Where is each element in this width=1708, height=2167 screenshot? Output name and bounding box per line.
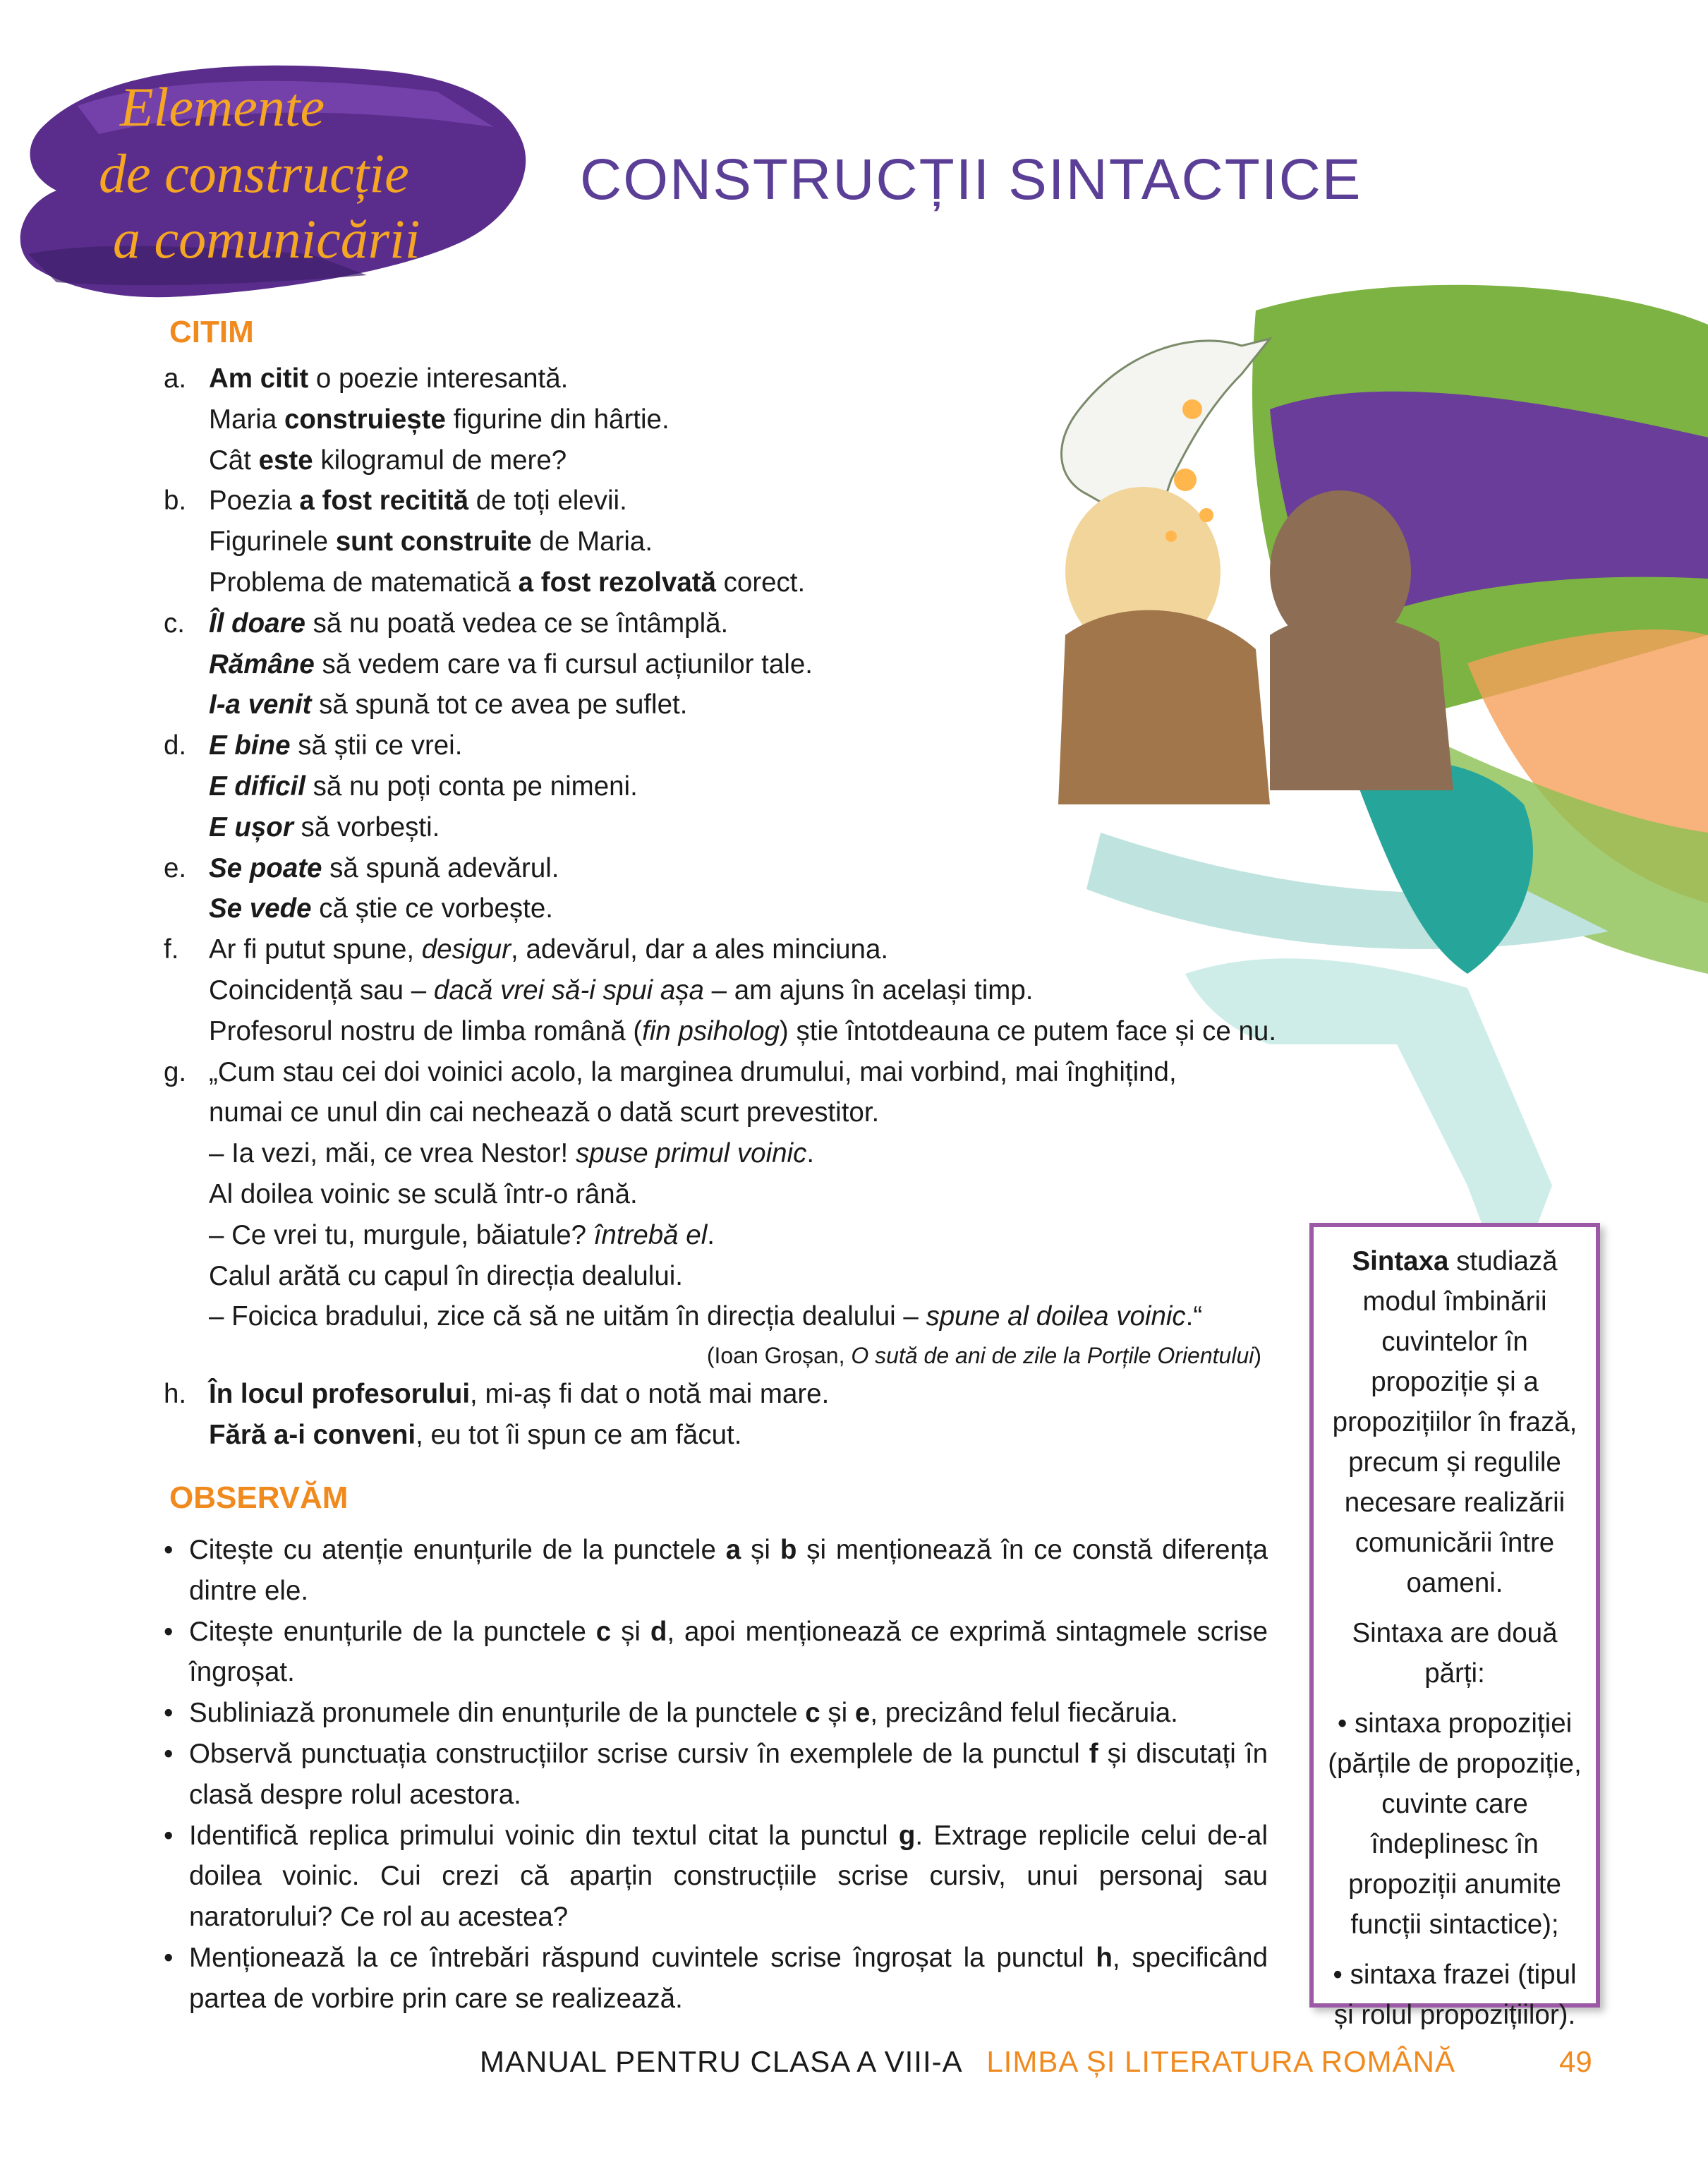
citim-line: [164, 1374, 1278, 1415]
text-run: • sintaxa frazei (tipul și rolul propozițiilor).: [1333, 1960, 1577, 2030]
text-run: de Maria.: [531, 526, 653, 557]
citim-line: [164, 1174, 1278, 1215]
line-text: [209, 1256, 1278, 1297]
citim-line: [164, 929, 1278, 970]
citim-line: [164, 603, 1278, 644]
text-run: ) știe întotdeauna ce putem face și ce nu.: [779, 1015, 1277, 1046]
info-paragraph: [1322, 1613, 1587, 1694]
text-run: kilogramul de mere?: [313, 445, 567, 476]
text-run: și discutați în clasă despre rolul acestora.: [189, 1738, 1268, 1810]
text-run: și: [741, 1535, 780, 1565]
line-text: [209, 929, 1278, 970]
text-run: să nu poți conta pe nimeni.: [305, 771, 638, 802]
item-label: e.: [164, 852, 187, 883]
task-item: [164, 1816, 1268, 1938]
item-label: a.: [164, 363, 187, 394]
text-run: să vedem care va fi cursul acțiunilor tale.: [314, 648, 813, 680]
line-text: [209, 440, 1278, 481]
text-run: și: [820, 1698, 855, 1729]
text-run: Citește cu atenție enunțurile de la punctele: [189, 1535, 726, 1565]
bullet: •: [164, 1942, 174, 1973]
citim-line: [164, 725, 1278, 766]
info-paragraph: [1322, 1241, 1587, 1603]
text-run: Îl doare: [209, 608, 305, 639]
text-run: Menționează la ce întrebări răspund cuvintele scrise îngroșat la punctul: [189, 1942, 1096, 1973]
line-text: [209, 1415, 1278, 1456]
citim-line: [164, 562, 1278, 603]
observam-list: [164, 1530, 1268, 2020]
line-text: [209, 358, 1278, 399]
text-run: de toți elevii.: [468, 485, 627, 517]
task-item: [164, 1734, 1268, 1816]
text-run: dacă vrei să-i spui așa: [433, 974, 704, 1006]
page-number: 49: [1559, 2045, 1592, 2078]
citim-line: [164, 1011, 1278, 1052]
task-item: [164, 1693, 1268, 1734]
text-run: b: [780, 1535, 797, 1565]
text-run: Identifică replica primului voinic din textul citat la punctul: [189, 1820, 899, 1851]
text-run: E bine: [209, 730, 291, 761]
text-run: să spună adevărul.: [322, 852, 559, 883]
text-run: Sintaxa: [1352, 1246, 1449, 1276]
citim-line: [164, 888, 1278, 929]
text-run: , eu tot îi spun ce am făcut.: [416, 1419, 742, 1450]
text-run: să spună tot ce avea pe suflet.: [311, 689, 688, 720]
line-text: [209, 1011, 1278, 1052]
chapter-title: CONSTRUCȚII SINTACTICE: [580, 147, 1362, 212]
citim-line: [164, 766, 1278, 807]
item-label: d.: [164, 730, 187, 761]
line-text: [209, 521, 1278, 562]
text-run: numai ce unul din cai nechează o dată scurt prevestitor.: [209, 1097, 880, 1128]
text-run: să știi ce vrei.: [290, 730, 463, 761]
line-text: [209, 807, 1278, 848]
citim-line: [164, 521, 1278, 562]
text-run: spune al doilea voinic: [926, 1301, 1186, 1332]
text-run: ): [1254, 1343, 1261, 1369]
text-run: și: [611, 1616, 650, 1647]
text-run: – Foicica bradului, zice că să ne uităm în direcția dealului –: [209, 1301, 926, 1332]
citim-line: [164, 440, 1278, 481]
text-run: e: [854, 1698, 871, 1729]
line-text: [209, 1374, 1278, 1415]
text-run: (Ioan Groșan,: [706, 1343, 852, 1369]
text-run: E dificil: [209, 771, 305, 802]
citim-line: [164, 481, 1278, 521]
text-run: Observă punctuația construcțiilor scrise cursiv în exemplele de la punctul: [189, 1738, 1089, 1769]
text-run: Maria: [209, 404, 284, 435]
citim-line: [164, 848, 1278, 889]
line-text: [209, 684, 1278, 725]
line-text: [209, 1052, 1278, 1093]
text-run: Ar fi putut spune,: [209, 934, 422, 965]
line-text: [209, 1215, 1278, 1256]
citim-line: [164, 358, 1278, 399]
line-text: [209, 562, 1278, 603]
source-citation: [164, 1337, 1261, 1374]
text-run: Se poate: [209, 852, 322, 883]
text-run: E ușor: [209, 811, 293, 843]
task-item: [164, 1530, 1268, 1612]
footer-subject: LIMBA ȘI LITERATURA ROMÂNĂ: [986, 2045, 1456, 2078]
line-text: [209, 766, 1278, 807]
text-run: Poezia: [209, 485, 300, 517]
text-run: Am citit: [209, 363, 309, 394]
citim-line: [164, 1256, 1278, 1297]
item-label: c.: [164, 608, 185, 639]
text-run: . Extrage replicile celui de-al doilea voinic. Cui crezi că aparțin construcțiile scrise cursiv, unui personaj sau naratorului? Ce rol au acestea?: [189, 1820, 1268, 1933]
text-run: – am ajuns în același timp.: [703, 974, 1034, 1006]
text-run: , mi-aș fi dat o notă mai mare.: [470, 1379, 830, 1410]
citim-list: [164, 358, 1278, 1456]
text-run: Figurinele: [209, 526, 336, 557]
text-run: a: [725, 1535, 741, 1565]
text-run: a fost rezolvată: [518, 567, 716, 598]
text-run: Calul arătă cu capul în direcția dealului.: [209, 1260, 684, 1291]
line-text: [209, 888, 1278, 929]
text-run: , precizând felul fiecăruia.: [870, 1698, 1178, 1729]
text-run: să vorbești.: [293, 811, 440, 843]
text-run: că știe ce vorbește.: [311, 893, 553, 924]
text-run: desigur: [421, 934, 511, 965]
citim-line: [164, 1415, 1278, 1456]
citim-line: [164, 1215, 1278, 1256]
text-run: , adevărul, dar a ales minciuna.: [511, 934, 889, 965]
text-run: Fără a-i conveni: [209, 1419, 416, 1450]
banner-line-1: Elemente: [120, 76, 325, 138]
text-run: Coincidență sau –: [209, 974, 434, 1006]
bullet: •: [164, 1820, 174, 1851]
text-run: Cât: [209, 445, 259, 476]
text-run: g: [898, 1820, 916, 1851]
line-text: [209, 603, 1278, 644]
text-run: spuse primul voinic: [575, 1138, 807, 1169]
text-run: Subliniază pronumele din enunțurile de la punctele: [189, 1698, 806, 1729]
citim-line: [164, 1092, 1278, 1133]
task-item: [164, 1938, 1268, 2020]
footer-manual-label: MANUAL PENTRU CLASA A VIII-A: [480, 2045, 963, 2078]
info-paragraph: [1322, 1703, 1587, 1945]
text-run: O sută de ani de zile la Porțile Orientului: [851, 1343, 1254, 1369]
line-text: [209, 644, 1278, 685]
text-run: Sintaxa are două părți:: [1352, 1618, 1558, 1689]
bullet: •: [164, 1535, 174, 1565]
citim-line: [164, 1296, 1278, 1337]
text-run: f: [1089, 1738, 1098, 1769]
page-footer: [480, 2045, 1592, 2079]
citim-line: [164, 1052, 1278, 1093]
bullet: •: [164, 1698, 174, 1729]
item-label: f.: [164, 934, 179, 965]
text-run: Rămâne: [209, 648, 315, 680]
info-paragraph: [1322, 1955, 1587, 2035]
text-run: să nu poată vedea ce se întâmplă.: [305, 608, 729, 639]
banner-line-2: de construcție: [99, 143, 409, 204]
citim-heading: CITIM: [169, 315, 254, 349]
citim-line: [164, 807, 1278, 848]
text-run: , apoi menționează ce exprimă sintagmele scrise îngroșat.: [189, 1616, 1268, 1688]
citim-line: [164, 684, 1278, 725]
text-run: este: [258, 445, 313, 476]
text-run: Profesorul nostru de limba română (: [209, 1015, 643, 1046]
line-text: [209, 1133, 1278, 1174]
line-text: [209, 1296, 1278, 1337]
text-run: corect.: [715, 567, 806, 598]
line-text: [209, 1092, 1278, 1133]
observam-heading: OBSERVĂM: [169, 1480, 349, 1515]
item-label: b.: [164, 485, 187, 517]
task-item: [164, 1612, 1268, 1694]
text-run: o poezie interesantă.: [308, 363, 569, 394]
text-run: d: [650, 1616, 667, 1647]
banner-line-3: a comunicării: [113, 208, 420, 270]
text-run: și menționează în ce constă diferența dintre ele.: [189, 1535, 1268, 1606]
line-text: [209, 1174, 1278, 1215]
bullet: •: [164, 1616, 174, 1647]
citim-line: [164, 399, 1278, 440]
text-run: .: [707, 1219, 715, 1250]
item-label: g.: [164, 1056, 187, 1087]
bullet: •: [164, 1738, 174, 1769]
text-run: Problema de matematică: [209, 567, 519, 598]
text-run: sunt construite: [335, 526, 532, 557]
text-run: întrebă el: [593, 1219, 708, 1250]
syntax-info-box: [1309, 1223, 1600, 2030]
citim-line: [164, 644, 1278, 685]
text-run: c: [805, 1698, 820, 1729]
line-text: [209, 970, 1278, 1011]
text-run: h: [1096, 1942, 1113, 1973]
line-text: [209, 725, 1278, 766]
citim-line: [164, 1133, 1278, 1174]
text-run: • sintaxa propoziției (părțile de propoziție, cuvinte care îndeplinesc în propoziții anumite funcții sintactice);: [1328, 1708, 1582, 1940]
line-text: [209, 481, 1278, 521]
text-run: construiește: [284, 404, 446, 435]
item-label: h.: [164, 1379, 187, 1410]
text-run: .: [806, 1138, 815, 1169]
text-run: .“: [1185, 1301, 1203, 1332]
text-run: Al doilea voinic se sculă într-o rână.: [209, 1178, 638, 1209]
text-run: c: [595, 1616, 612, 1647]
chapter-banner: [14, 42, 550, 310]
text-run: figurine din hârtie.: [445, 404, 670, 435]
text-run: , specificând partea de vorbire prin care se realizează.: [189, 1942, 1268, 2014]
citim-line: [164, 970, 1278, 1011]
text-run: În locul profesorului: [209, 1379, 471, 1410]
line-text: [209, 399, 1278, 440]
text-run: „Cum stau cei doi voinici acolo, la marginea drumului, mai vorbind, mai înghițind,: [209, 1056, 1177, 1087]
text-run: – Ce vrei tu, murgule, băiatule?: [209, 1219, 594, 1250]
text-run: fin psiholog: [642, 1015, 780, 1046]
text-run: I-a venit: [209, 689, 312, 720]
line-text: [209, 848, 1278, 889]
text-run: – Ia vezi, măi, ce vrea Nestor!: [209, 1138, 576, 1169]
text-run: a fost recitită: [299, 485, 469, 517]
text-run: Citește enunțurile de la punctele: [189, 1616, 596, 1647]
text-run: studiază modul îmbinării cuvintelor în propoziție și a propozițiilor în frază, precum și regulile necesare realizării comunicării între oameni.: [1332, 1246, 1577, 1598]
text-run: Se vede: [209, 893, 312, 924]
